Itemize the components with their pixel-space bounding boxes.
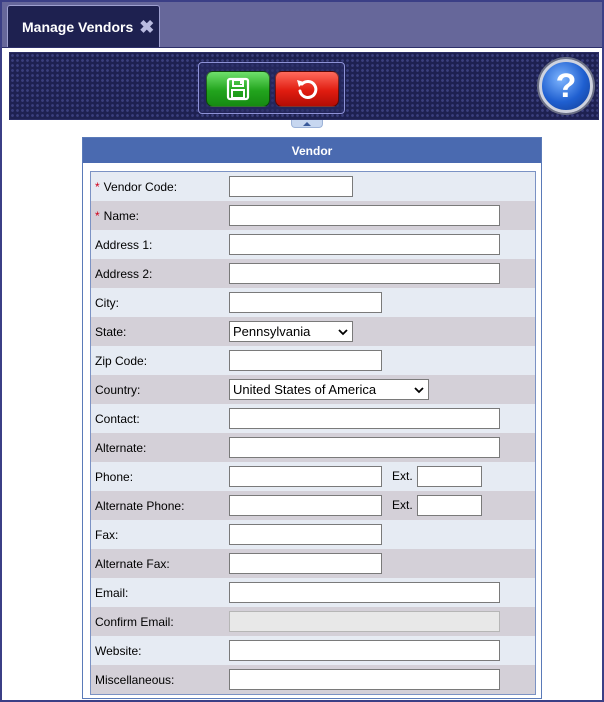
form-row-name bbox=[91, 201, 535, 230]
help-button[interactable] bbox=[539, 59, 593, 113]
confirm-email-input bbox=[229, 611, 500, 632]
confirm-email-label: Confirm Email: bbox=[95, 614, 174, 629]
form-row-confirm-email bbox=[91, 607, 535, 636]
reset-button[interactable] bbox=[275, 71, 339, 107]
vendor-form bbox=[90, 171, 536, 695]
undo-arrow-icon bbox=[294, 76, 320, 102]
alt-fax-label: Alternate Fax: bbox=[95, 556, 170, 571]
form-row-city bbox=[91, 288, 535, 317]
misc-input[interactable] bbox=[229, 669, 500, 690]
form-row-contact bbox=[91, 404, 535, 433]
name-input[interactable] bbox=[229, 205, 500, 226]
phone-ext-input[interactable] bbox=[417, 466, 482, 487]
website-input[interactable] bbox=[229, 640, 500, 661]
address1-label: Address 1: bbox=[95, 237, 153, 252]
panel-title: Vendor bbox=[83, 138, 541, 163]
form-row-alt-fax bbox=[91, 549, 535, 578]
address2-input[interactable] bbox=[229, 263, 500, 284]
country-select[interactable] bbox=[229, 379, 429, 400]
country-selected-value: United States of America bbox=[233, 381, 377, 397]
address1-input[interactable] bbox=[229, 234, 500, 255]
chevron-down-icon bbox=[414, 385, 424, 395]
form-row-email bbox=[91, 578, 535, 607]
website-label: Website: bbox=[95, 643, 142, 658]
email-input[interactable] bbox=[229, 582, 500, 603]
form-row-misc bbox=[91, 665, 535, 694]
form-row-fax bbox=[91, 520, 535, 549]
zip-input[interactable] bbox=[229, 350, 382, 371]
form-row-state bbox=[91, 317, 535, 346]
vendor-code-input[interactable] bbox=[229, 176, 353, 197]
city-input[interactable] bbox=[229, 292, 382, 313]
state-label: State: bbox=[95, 324, 127, 339]
alt-phone-label: Alternate Phone: bbox=[95, 498, 185, 513]
tab-title: Manage Vendors bbox=[22, 18, 134, 35]
misc-label: Miscellaneous: bbox=[95, 672, 175, 687]
alt-phone-ext-label: Ext. bbox=[392, 498, 413, 512]
fax-label: Fax: bbox=[95, 527, 119, 542]
question-mark-icon: ? bbox=[555, 66, 577, 105]
form-row-country bbox=[91, 375, 535, 404]
email-label: Email: bbox=[95, 585, 129, 600]
alt-phone-input[interactable] bbox=[229, 495, 382, 516]
form-row-alternate bbox=[91, 433, 535, 462]
alt-phone-ext-input[interactable] bbox=[417, 495, 482, 516]
required-marker: * bbox=[95, 179, 100, 194]
tab-bar bbox=[2, 2, 602, 48]
phone-ext-label: Ext. bbox=[392, 469, 413, 483]
address2-label: Address 2: bbox=[95, 266, 153, 281]
state-selected-value: Pennsylvania bbox=[233, 323, 311, 339]
tab-manage-vendors[interactable] bbox=[7, 5, 160, 47]
phone-input[interactable] bbox=[229, 466, 382, 487]
form-row-address2 bbox=[91, 259, 535, 288]
alt-fax-input[interactable] bbox=[229, 553, 382, 574]
vendor-panel bbox=[82, 137, 542, 699]
floppy-disk-icon bbox=[225, 76, 251, 102]
save-button[interactable] bbox=[206, 71, 270, 107]
city-label: City: bbox=[95, 295, 119, 310]
contact-label: Contact: bbox=[95, 411, 140, 426]
form-row-address1 bbox=[91, 230, 535, 259]
form-row-website bbox=[91, 636, 535, 665]
toolbar bbox=[9, 52, 599, 120]
form-row-alt-phone bbox=[91, 491, 535, 520]
required-marker: * bbox=[95, 208, 100, 223]
form-row-vendor-code bbox=[91, 172, 535, 201]
fax-input[interactable] bbox=[229, 524, 382, 545]
alternate-input[interactable] bbox=[229, 437, 500, 458]
phone-label: Phone: bbox=[95, 469, 134, 484]
alternate-label: Alternate: bbox=[95, 440, 147, 455]
state-select[interactable] bbox=[229, 321, 353, 342]
collapse-toolbar-handle[interactable] bbox=[291, 120, 323, 128]
vendor-code-label: * Vendor Code: bbox=[95, 179, 178, 194]
country-label: Country: bbox=[95, 382, 141, 397]
name-label: * Name: bbox=[95, 208, 140, 223]
zip-label: Zip Code: bbox=[95, 353, 148, 368]
toolbar-button-group bbox=[198, 62, 345, 114]
form-row-zip bbox=[91, 346, 535, 375]
contact-input[interactable] bbox=[229, 408, 500, 429]
chevron-down-icon bbox=[338, 327, 348, 337]
form-row-phone bbox=[91, 462, 535, 491]
close-icon[interactable]: ✖ bbox=[139, 16, 155, 37]
